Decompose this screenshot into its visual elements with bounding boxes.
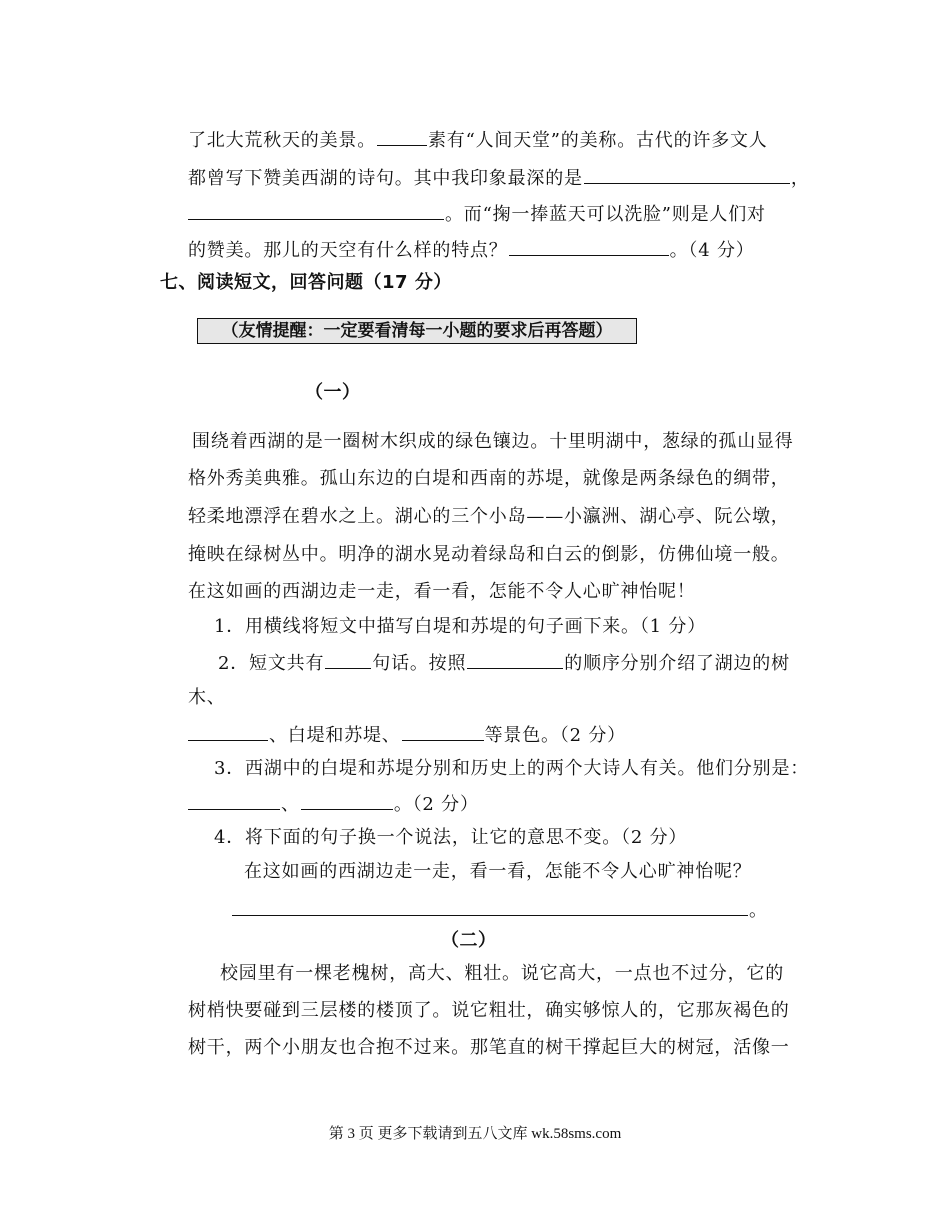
text-line — [188, 722, 626, 748]
question-4: 4．将下面的句子换一个说法，让它的意思不变。（2 分） — [214, 827, 688, 848]
answer-blank[interactable] — [188, 722, 268, 741]
text-segment: 素有“人间天堂”的美称。古代的许多文人 — [428, 130, 768, 151]
answer-blank[interactable] — [325, 650, 371, 669]
passage-line: 树干，两个小朋友也合抱不过来。那笔直的树干撑起巨大的树冠，活像一 — [188, 1037, 790, 1058]
answer-blank[interactable] — [188, 201, 444, 220]
text-segment: 、 — [281, 794, 300, 815]
text-segment: 都曾写下赞美西湖的诗句。其中我印象最深的是 — [188, 168, 583, 189]
text-segment: 。 — [749, 900, 768, 921]
text-segment: 。而“掬一捧蓝天可以洗脸”则是人们对 — [445, 204, 766, 225]
text-segment: 句话。按照 — [372, 653, 467, 674]
answer-blank[interactable] — [584, 165, 790, 184]
text-line — [188, 201, 766, 227]
text-line — [188, 127, 768, 153]
passage-line: 格外秀美典雅。孤山东边的白堤和西南的苏堤，就像是两条绿色的绸带， — [188, 468, 790, 489]
page-footer: 第 3 页 更多下载请到五八文库 wk.58sms.com — [328, 1126, 622, 1142]
text-line — [188, 791, 479, 817]
passage-line: 轻柔地漂浮在碧水之上。湖心的三个小岛——小瀛洲、湖心亭、阮公墩， — [188, 506, 790, 527]
answer-blank[interactable] — [467, 650, 563, 669]
text-segment: 2．短文共有 — [218, 653, 325, 674]
text-segment: 的赞美。那儿的天空有什么样的特点？ — [188, 240, 508, 261]
question-1: 1．用横线将短文中描写白堤和苏堤的句子画下来。（1 分） — [214, 616, 707, 637]
passage-line: 树梢快要碰到三层楼的楼顶了。说它粗壮，确实够惊人的，它那灰褐色的 — [188, 1000, 790, 1021]
text-segment: 、白堤和苏堤、 — [269, 725, 401, 746]
section-heading: 七、阅读短文，回答问题（17 分） — [160, 272, 452, 293]
text-line — [188, 237, 755, 263]
text-segment: 。（2 分） — [393, 794, 479, 815]
answer-blank[interactable] — [509, 237, 669, 256]
text-line — [232, 897, 768, 923]
part-title: （二） — [441, 930, 497, 951]
text-segment: 了北大荒秋天的美景。 — [188, 130, 376, 151]
answer-blank[interactable] — [188, 791, 280, 810]
answer-line[interactable] — [232, 897, 748, 916]
text-segment: ， — [790, 168, 810, 189]
passage-line: 掩映在绿树丛中。明净的湖水晃动着绿岛和白云的倒影，仿佛仙境一般。 — [188, 544, 790, 565]
passage-line: 围绕着西湖的是一圈树木织成的绿色镶边。十里明湖中，葱绿的孤山显得 — [192, 431, 794, 452]
answer-blank[interactable] — [377, 127, 427, 146]
answer-blank[interactable] — [301, 791, 393, 810]
answer-blank[interactable] — [402, 722, 484, 741]
question-3: 3．西湖中的白堤和苏堤分别和历史上的两个大诗人有关。他们分别是： — [214, 758, 810, 779]
text-line: 木、 — [188, 687, 226, 708]
passage-line: 在这如画的西湖边走一走，看一看，怎能不令人心旷神怡呢！ — [188, 581, 696, 602]
passage-line: 校园里有一棵老槐树，高大、粗壮。说它高大，一点也不过分，它的 — [220, 963, 784, 984]
question-2 — [218, 650, 790, 676]
text-segment: 等景色。（2 分） — [484, 725, 626, 746]
text-segment: 。（4 分） — [669, 240, 755, 261]
question-4-sentence: 在这如画的西湖边走一走，看一看，怎能不令人心旷神怡呢？ — [244, 861, 752, 882]
part-title: （一） — [305, 382, 361, 403]
text-segment: 的顺序分别介绍了湖边的树 — [564, 653, 790, 674]
reminder-box: （友情提醒：一定要看清每一小题的要求后再答题） — [197, 318, 637, 344]
text-line — [188, 165, 810, 191]
